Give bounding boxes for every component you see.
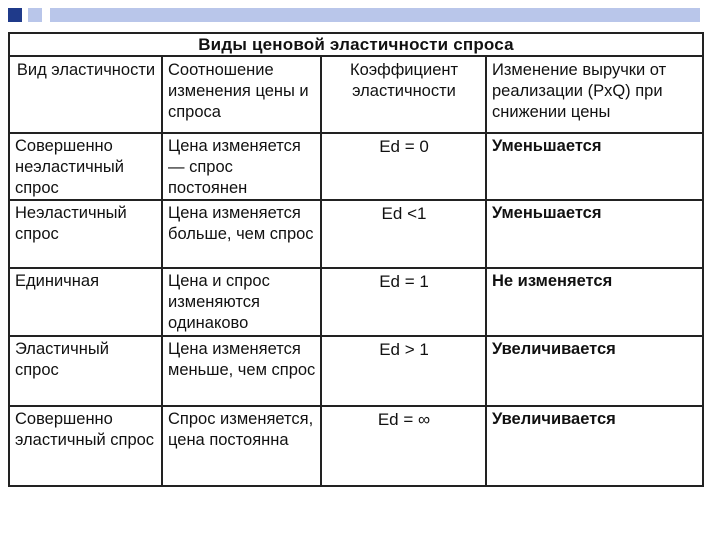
row-1-revenue: Уменьшается (487, 134, 702, 201)
header-coefficient: Коэффициент эластичности (322, 57, 487, 134)
row-4-coefficient: Ed > 1 (322, 337, 487, 407)
row-3-coefficient: Ed = 1 (322, 269, 487, 337)
row-5-revenue: Увеличивается (492, 410, 616, 428)
row-1-relation: Цена изменяется — спрос постоянен (163, 134, 322, 201)
row-4-type: Эластичный спрос (10, 337, 163, 407)
row-1-coefficient: Ed = 0 (322, 134, 487, 201)
decor-bar (50, 8, 700, 22)
row-1-type: Совершенно неэластичный спрос (10, 134, 163, 201)
decor-square (8, 8, 22, 22)
row-2-type: Неэластичный спрос (10, 201, 163, 269)
row-5-coefficient: Ed = ∞ (322, 407, 487, 485)
row-2-revenue: Уменьшается (487, 201, 702, 269)
row-3-revenue: Не изменяется (487, 269, 702, 337)
row-2-relation: Цена изменяется больше, чем спрос (163, 201, 322, 269)
row-4-relation: Цена изменяется меньше, чем спрос (163, 337, 322, 407)
row-2-coefficient: Ed <1 (322, 201, 487, 269)
decor-square (28, 8, 42, 22)
row-5-type: Совершенно эластичный спрос (10, 407, 163, 485)
row-5-relation: Спрос изменяется, цена постоянна (163, 407, 322, 485)
row-3-type: Единичная (10, 269, 163, 337)
header-type: Вид эластичности (10, 57, 163, 134)
table-title: Виды ценовой эластичности спроса (198, 35, 514, 54)
slide-decoration (8, 8, 700, 22)
elasticity-table (8, 32, 704, 487)
row-4-revenue: Увеличивается (487, 337, 702, 407)
header-revenue: Изменение выручки от реализации (PxQ) при снижении цены (487, 57, 702, 134)
table-grid (10, 55, 702, 485)
row-3-relation: Цена и спрос изменяются одинаково (163, 269, 322, 337)
header-relation: Соотношение изменения цены и спроса (163, 57, 322, 134)
